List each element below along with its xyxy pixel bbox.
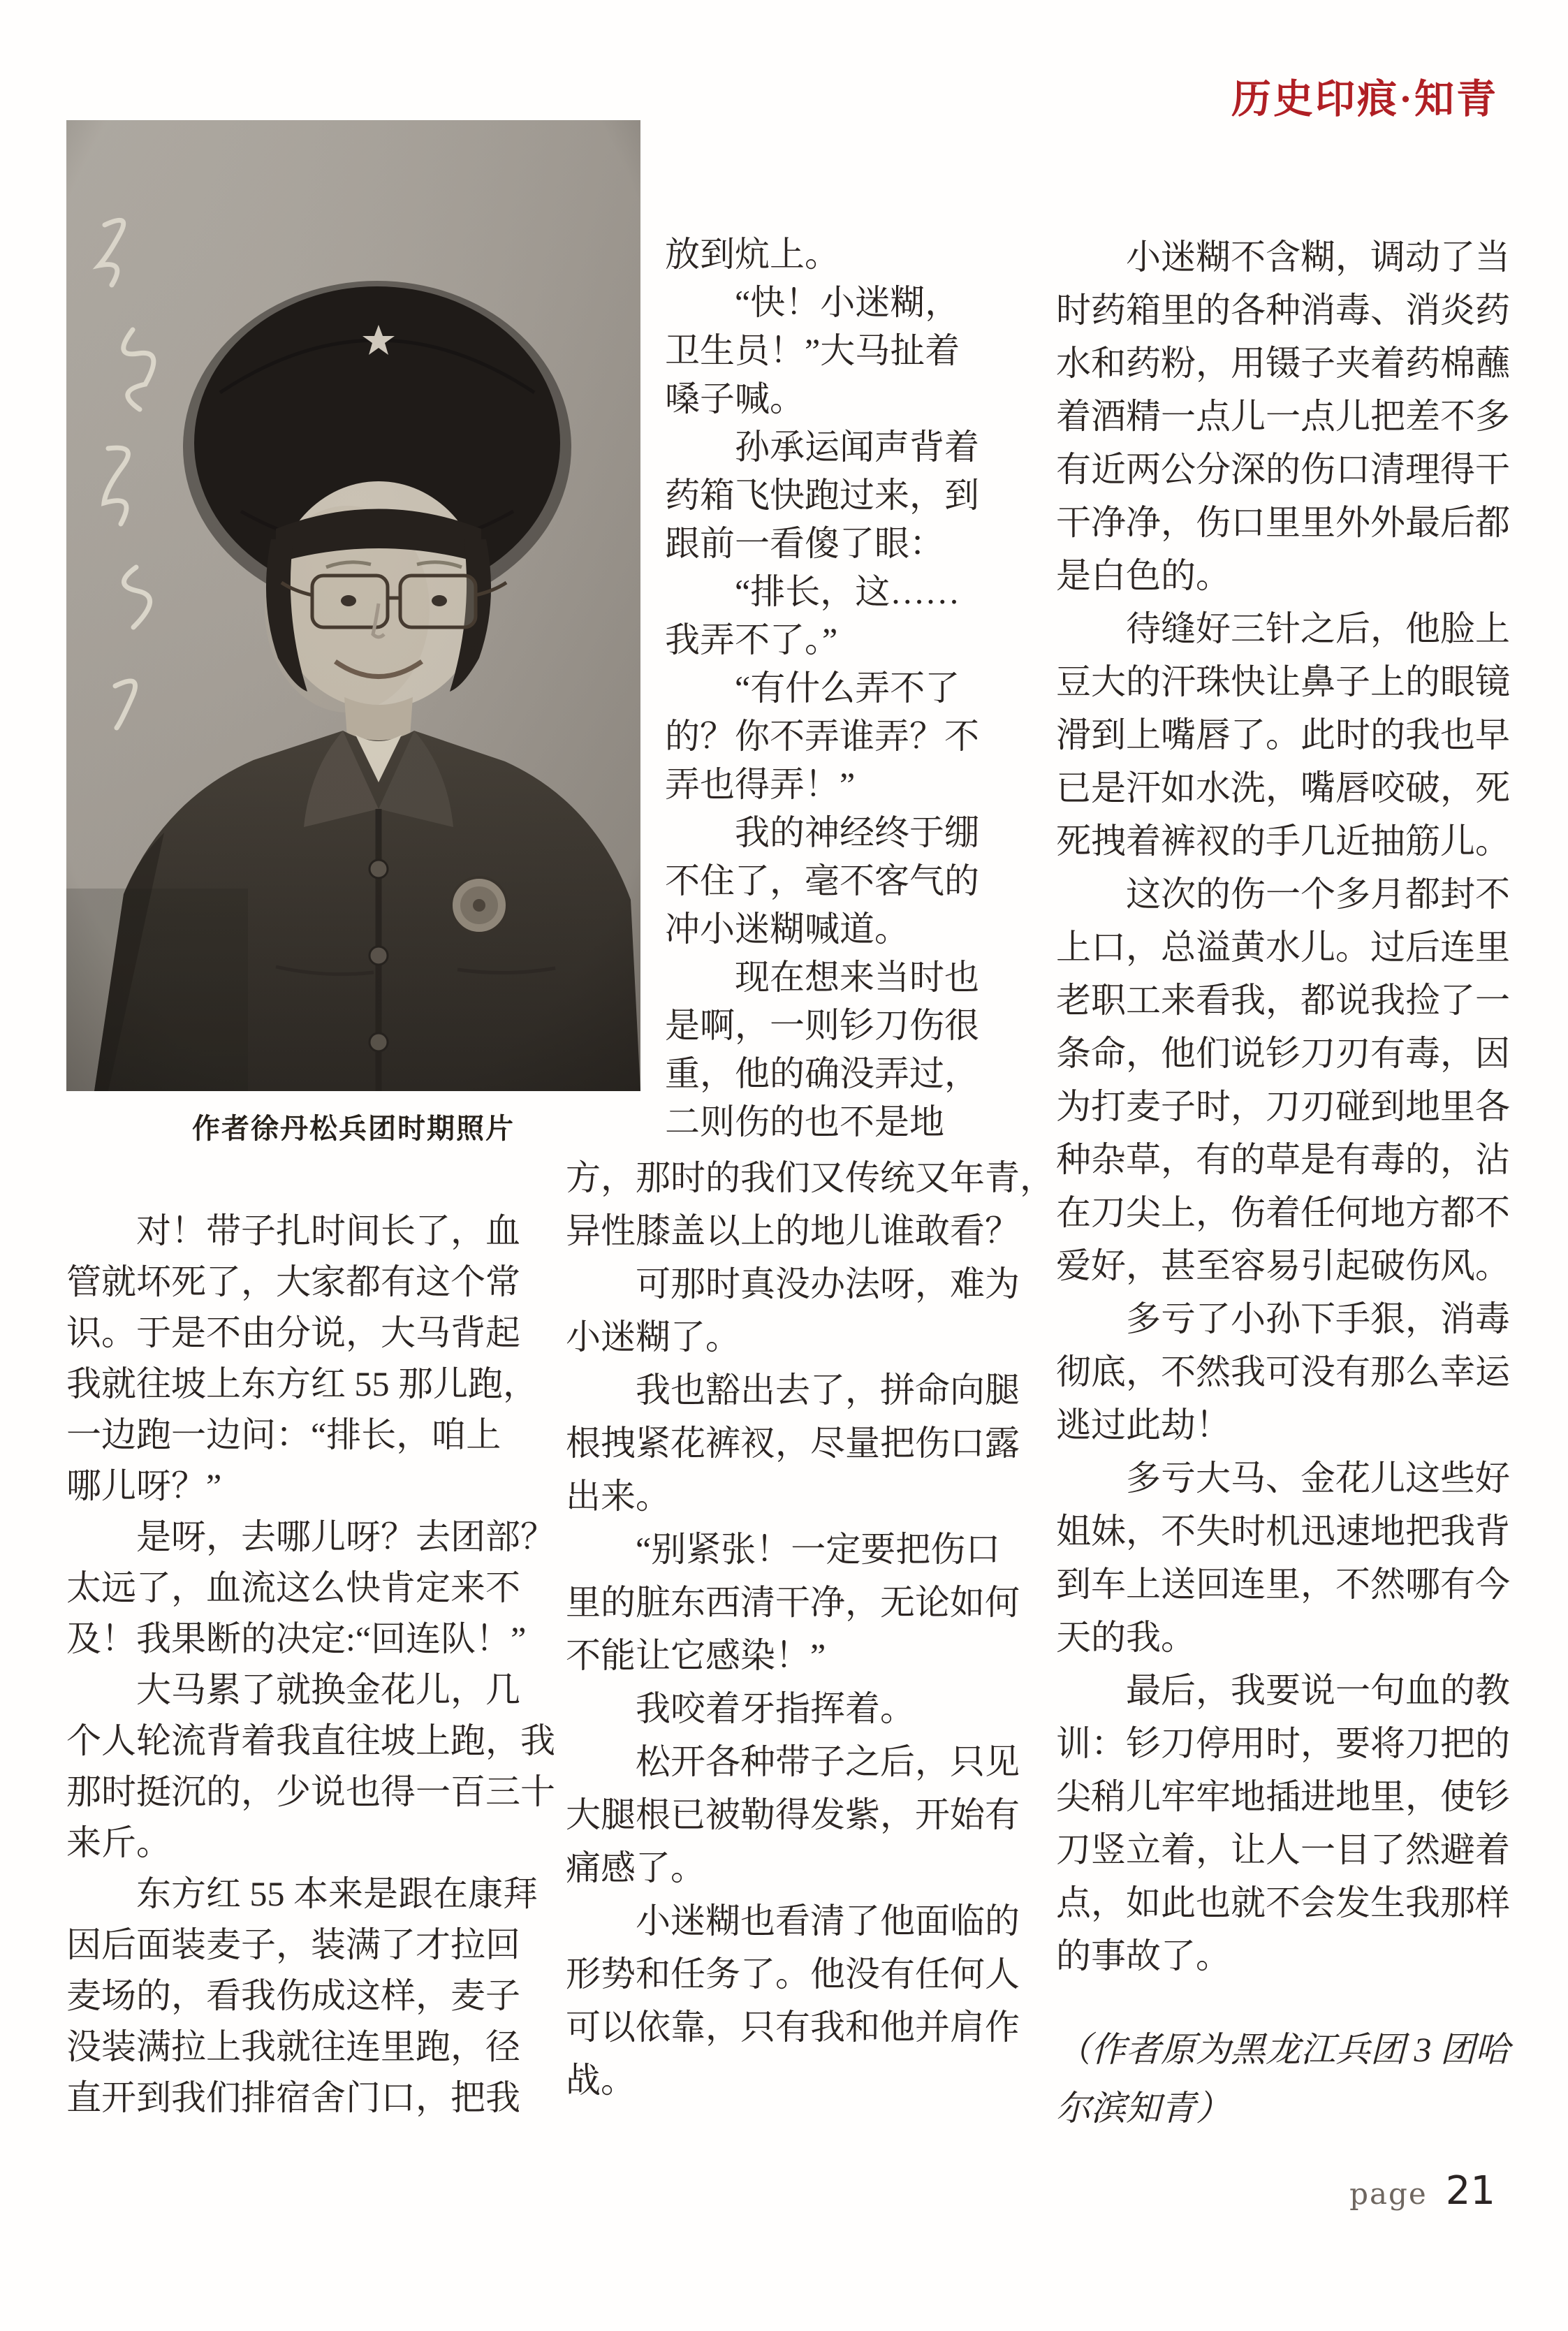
text-line: 出来。 [566, 1477, 671, 1516]
portrait-photo-graphic [66, 120, 640, 1091]
text-line: 的？你不弄谁弄？不 [665, 717, 979, 756]
text-line: 弄也得弄！” [665, 765, 856, 804]
text-line: 哪儿呀？” [66, 1466, 222, 1505]
text-line: 麦场的，看我伤成这样，麦子 [66, 1976, 520, 2015]
text-line: 是呀，去哪儿呀？去团部？ [66, 1517, 555, 1556]
text-line: 上口，总溢黄水儿。过后连里 [1056, 928, 1510, 967]
text-line: 最后，我要说一句血的教 [1056, 1671, 1510, 1710]
text-line: 根拽紧花裤衩，尽量把伤口露 [566, 1424, 1020, 1463]
text-column-middle-lower [566, 1151, 1063, 2107]
text-line: “有什么弄不了 [665, 668, 960, 708]
text-line: 孙承运闻声背着 [665, 428, 979, 467]
text-line: 里的脏东西清干净，无论如何 [566, 1583, 1020, 1622]
text-line: 管就坏死了，大家都有这个常 [66, 1262, 520, 1301]
text-line: （作者原为黑龙江兵团 3 团哈 [1056, 2030, 1510, 2069]
text-line: 松开各种带子之后，只见 [566, 1742, 1020, 1781]
text-line: 二则伤的也不是地 [665, 1102, 944, 1141]
text-line: 我也豁出去了，拼命向腿 [566, 1371, 1020, 1410]
text-line: “快！小迷糊， [665, 283, 960, 322]
author-origin-note [1056, 2020, 1553, 2138]
text-line: 对！带子扎时间长了，血 [66, 1211, 520, 1250]
author-photo [66, 120, 640, 1091]
text-line: 在刀尖上，伤着任何地方都不 [1056, 1193, 1510, 1232]
text-line: 重，他的确没弄过， [665, 1054, 979, 1093]
text-line: 是啊，一则钐刀伤很 [665, 1006, 979, 1045]
text-line: 死拽着裤衩的手几近抽筋儿。 [1056, 821, 1510, 861]
text-line: 没装满拉上我就往连里跑，径 [66, 2027, 520, 2066]
text-line: 我就往坡上东方红 55 那儿跑， [66, 1364, 538, 1403]
text-line: 小迷糊也看清了他面临的 [566, 1901, 1020, 1941]
text-line: 东方红 55 本来是跟在康拜 [66, 1874, 538, 1913]
text-line: 一边跑一边问：“排长，咱上 [66, 1415, 501, 1454]
text-line: 因后面装麦子，装满了才拉回 [66, 1925, 520, 1964]
page-label: page [1349, 2177, 1428, 2211]
text-line: 彻底，不然我可没有那么幸运 [1056, 1352, 1510, 1391]
text-line: 药箱飞快跑过来，到 [665, 476, 979, 515]
text-line: 种杂草，有的草是有毒的，沾 [1056, 1140, 1510, 1179]
text-line: 水和药粉，用镊子夹着药棉蘸 [1056, 344, 1510, 383]
text-line: 条命，他们说钐刀刃有毒，因 [1056, 1034, 1510, 1073]
text-line: 识。于是不由分说，大马背起 [66, 1313, 520, 1352]
text-line: 太远了，血流这么快肯定来不 [66, 1568, 520, 1607]
text-line: 大马累了就换金花儿，几 [66, 1670, 520, 1709]
text-line: 冲小迷糊喊道。 [665, 909, 909, 949]
text-line: 那时挺沉的，少说也得一百三十 [66, 1772, 555, 1811]
text-line: 个人轮流背着我直往坡上跑，我 [66, 1721, 555, 1760]
text-line: 多亏大马、金花儿这些好 [1056, 1459, 1510, 1498]
text-line: 天的我。 [1056, 1618, 1196, 1657]
text-line: 不能让它感染！” [566, 1636, 826, 1675]
text-line: 可以依靠，只有我和他并肩作 [566, 2008, 1020, 2047]
text-line: 嗓子喊。 [665, 379, 805, 418]
text-line: 是白色的。 [1056, 556, 1231, 595]
text-line: 直开到我们排宿舍门口，把我 [66, 2078, 520, 2117]
text-line: 已是汗如水洗，嘴唇咬破，死 [1056, 768, 1510, 808]
text-line: 形势和任务了。他没有任何人 [566, 1954, 1020, 1994]
text-column-right [1056, 231, 1553, 1982]
text-line: 可那时真没办法呀，难为 [566, 1264, 1020, 1303]
section-header-title: 历史印痕·知青 [1231, 78, 1498, 122]
text-line: 方，那时的我们又传统又年青， [566, 1158, 1055, 1197]
text-line: 我弄不了。” [665, 620, 838, 659]
page-footer [1349, 2168, 1495, 2214]
text-line: 我咬着牙指挥着。 [566, 1689, 915, 1728]
text-line: 时药箱里的各种消毒、消炎药 [1056, 291, 1510, 330]
text-line: “排长，这…… [665, 572, 960, 611]
text-line: 待缝好三针之后，他脸上 [1056, 609, 1510, 648]
text-line: 及！我果断的决定:“回连队！” [66, 1619, 527, 1658]
page-number: 21 [1445, 2168, 1495, 2214]
text-line: 有近两公分深的伤口清理得干 [1056, 450, 1510, 489]
text-line: 现在想来当时也 [665, 958, 979, 997]
text-line: 多亏了小孙下手狠，消毒 [1056, 1299, 1510, 1338]
text-line: 跟前一看傻了眼： [665, 524, 944, 563]
text-line: 痛感了。 [566, 1848, 705, 1887]
text-line: 我的神经终于绷 [665, 813, 979, 852]
text-line: 小迷糊了。 [566, 1317, 740, 1357]
text-line: 滑到上嘴唇了。此时的我也早 [1056, 715, 1510, 754]
text-line: 为打麦子时，刀刃碰到地里各 [1056, 1087, 1510, 1126]
text-line: 干净净，伤口里里外外最后都 [1056, 503, 1510, 542]
text-line: 的事故了。 [1056, 1936, 1231, 1975]
text-line: 不住了，毫不客气的 [665, 861, 979, 900]
text-line: “别紧张！一定要把伤口 [566, 1530, 1001, 1569]
text-line: 着酒精一点儿一点儿把差不多 [1056, 397, 1510, 436]
text-line: 刀竖立着，让人一目了然避着 [1056, 1830, 1510, 1869]
text-line: 老职工来看我，都说我捡了一 [1056, 981, 1510, 1020]
text-column-middle-upper [665, 231, 1025, 1146]
text-line: 战。 [566, 2061, 636, 2100]
text-line: 豆大的汗珠快让鼻子上的眼镜 [1056, 662, 1510, 701]
text-line: 逃过此劫！ [1056, 1405, 1231, 1445]
text-line: 姐妹，不失时机迅速地把我背 [1056, 1512, 1510, 1551]
text-line: 异性膝盖以上的地儿谁敢看？ [566, 1211, 1020, 1250]
text-line: 尔滨知青） [1056, 2089, 1231, 2128]
text-line: 来斤。 [66, 1823, 171, 1862]
text-line: 到车上送回连里，不然哪有今 [1056, 1565, 1510, 1604]
text-line: 点，如此也就不会发生我那样 [1056, 1883, 1510, 1922]
text-line: 卫生员！”大马扯着 [665, 331, 960, 370]
text-line: 大腿根已被勒得发紫，开始有 [566, 1795, 1020, 1834]
text-line: 爱好，甚至容易引起破伤风。 [1056, 1246, 1510, 1285]
text-line: 放到炕上。 [665, 235, 840, 274]
text-line: 训：钐刀停用时，要将刀把的 [1056, 1724, 1510, 1763]
text-line: 这次的伤一个多月都封不 [1056, 875, 1510, 914]
text-column-left [66, 1206, 572, 2124]
text-line: 小迷糊不含糊，调动了当 [1056, 238, 1510, 277]
photo-caption: 作者徐丹松兵团时期照片 [192, 1113, 515, 1144]
text-line: 尖稍儿牢牢地插进地里，使钐 [1056, 1777, 1510, 1816]
